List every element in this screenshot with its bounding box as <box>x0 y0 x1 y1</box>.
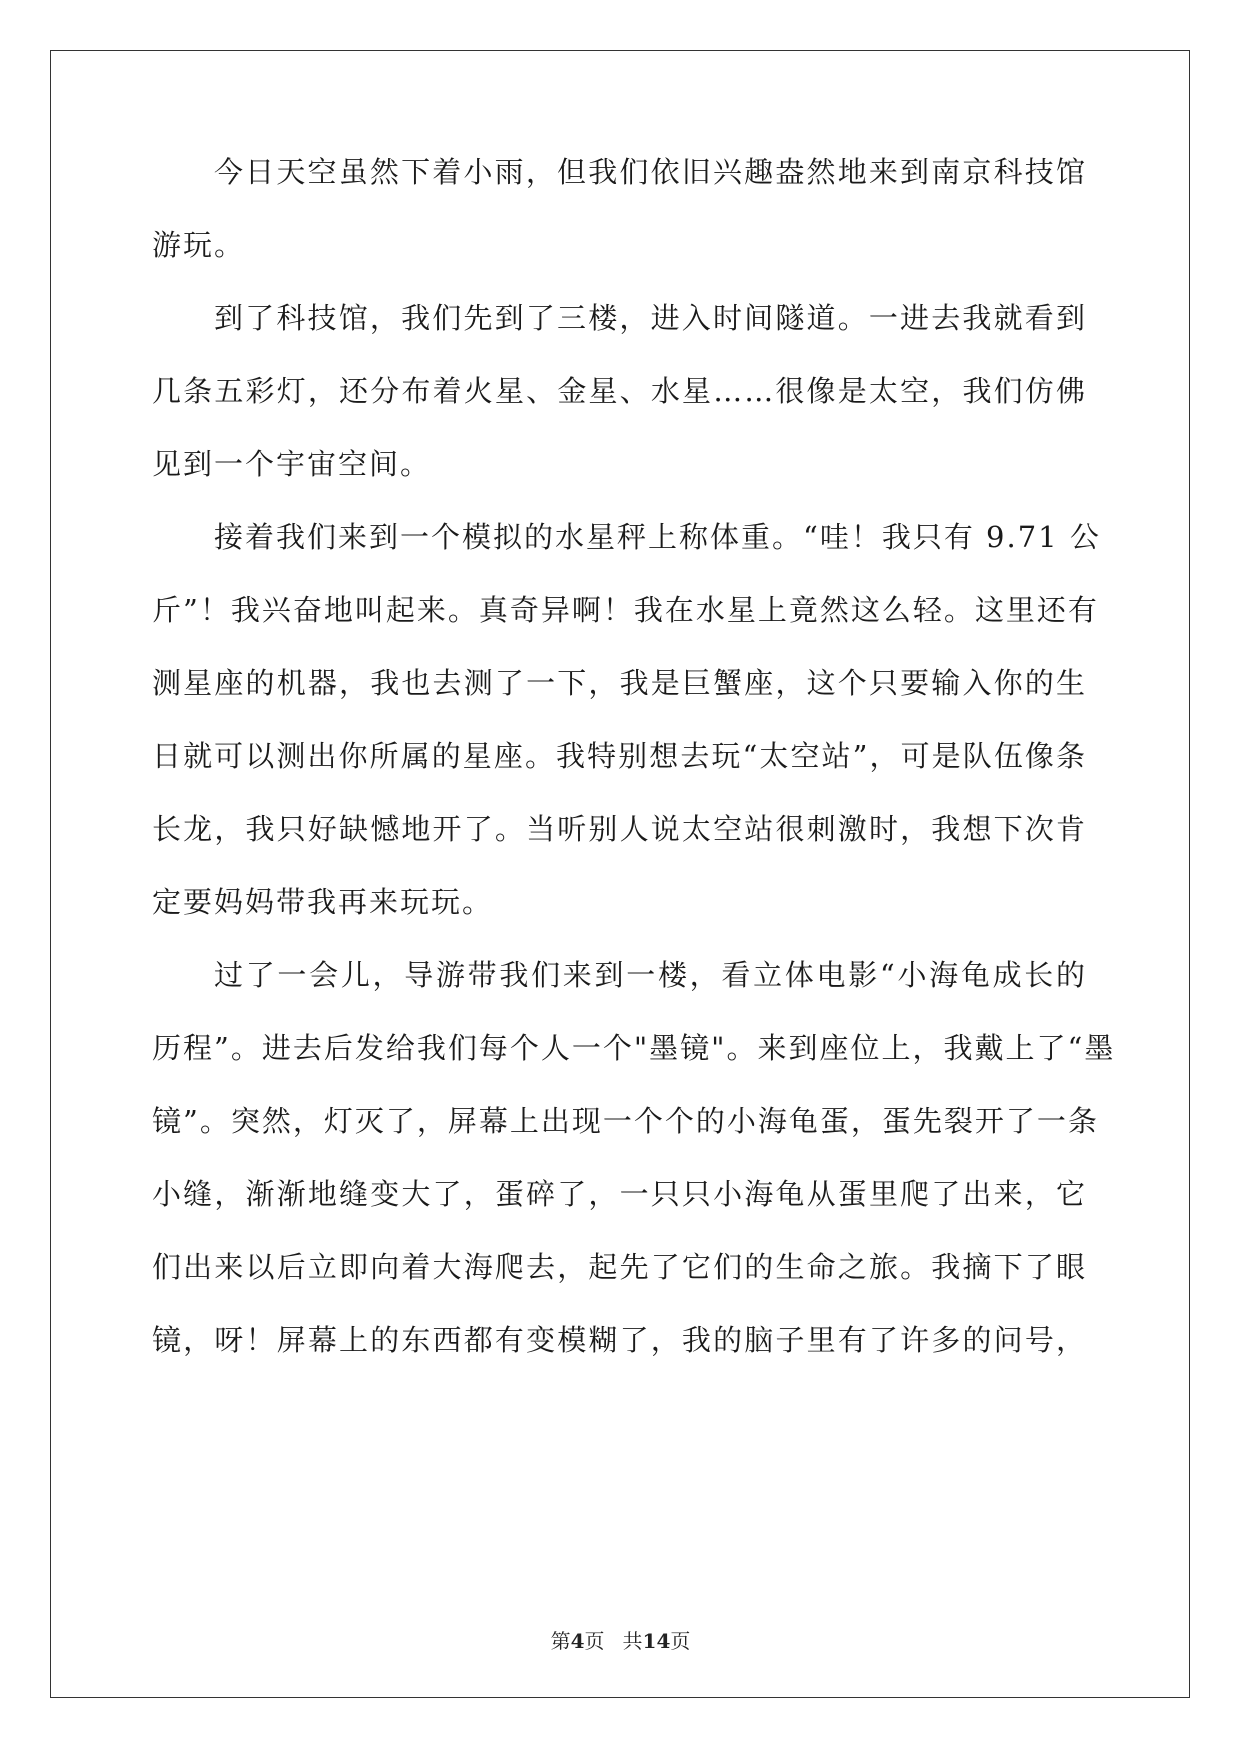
total-pages: 14 <box>642 1629 671 1653</box>
paragraph-3-line-5: 长龙，我只好缺憾地开了。当听别人说太空站很刺激时，我想下次肯 <box>152 812 1087 846</box>
page-number: 4 <box>570 1629 585 1653</box>
page-prefix: 第 <box>550 1629 571 1653</box>
paragraph-4-line-2: 历程”。进去后发给我们每个人一个"墨镜"。来到座位上，我戴上了“墨 <box>152 1031 1116 1065</box>
page-footer <box>0 1628 1241 1654</box>
paragraph-2-line-3: 见到一个宇宙空间。 <box>152 447 432 481</box>
paragraph-3-line-2: 斤”！我兴奋地叫起来。真奇异啊！我在水星上竟然这么轻。这里还有 <box>152 593 1099 627</box>
paragraph-3-line-4: 日就可以测出你所属的星座。我特别想去玩“太空站”，可是队伍像条 <box>152 739 1087 773</box>
paragraph-3-line-3: 测星座的机器，我也去测了一下，我是巨蟹座，这个只要输入你的生 <box>152 666 1087 700</box>
paragraph-3-line-1: 接着我们来到一个模拟的水星秤上称体重。“哇！我只有 9.71 公 <box>214 520 1101 554</box>
paragraph-2-line-1: 到了科技馆，我们先到了三楼，进入时间隧道。一进去我就看到 <box>214 301 1087 335</box>
paragraph-3-line-6: 定要妈妈带我再来玩玩。 <box>152 885 494 919</box>
paragraph-4-line-3: 镜”。突然，灯灭了，屏幕上出现一个个的小海龟蛋，蛋先裂开了一条 <box>152 1104 1099 1138</box>
total-suffix: 页 <box>670 1629 691 1653</box>
paragraph-1-line-2: 游玩。 <box>152 228 246 262</box>
paragraph-1-line-1: 今日天空虽然下着小雨，但我们依旧兴趣盎然地来到南京科技馆 <box>214 155 1087 189</box>
paragraph-4-line-5: 们出来以后立即向着大海爬去，起先了它们的生命之旅。我摘下了眼 <box>152 1250 1087 1284</box>
paragraph-2-line-2: 几条五彩灯，还分布着火星、金星、水星……很像是太空，我们仿佛 <box>152 374 1087 408</box>
page-suffix: 页 <box>584 1629 605 1653</box>
paragraph-4-line-4: 小缝，渐渐地缝变大了，蛋碎了，一只只小海龟从蛋里爬了出来，它 <box>152 1177 1087 1211</box>
paragraph-4-line-6: 镜，呀！屏幕上的东西都有变模糊了，我的脑子里有了许多的问号， <box>152 1323 1087 1357</box>
total-prefix: 共 <box>622 1629 643 1653</box>
paragraph-4-line-1: 过了一会儿，导游带我们来到一楼，看立体电影“小海龟成长的 <box>214 958 1087 992</box>
